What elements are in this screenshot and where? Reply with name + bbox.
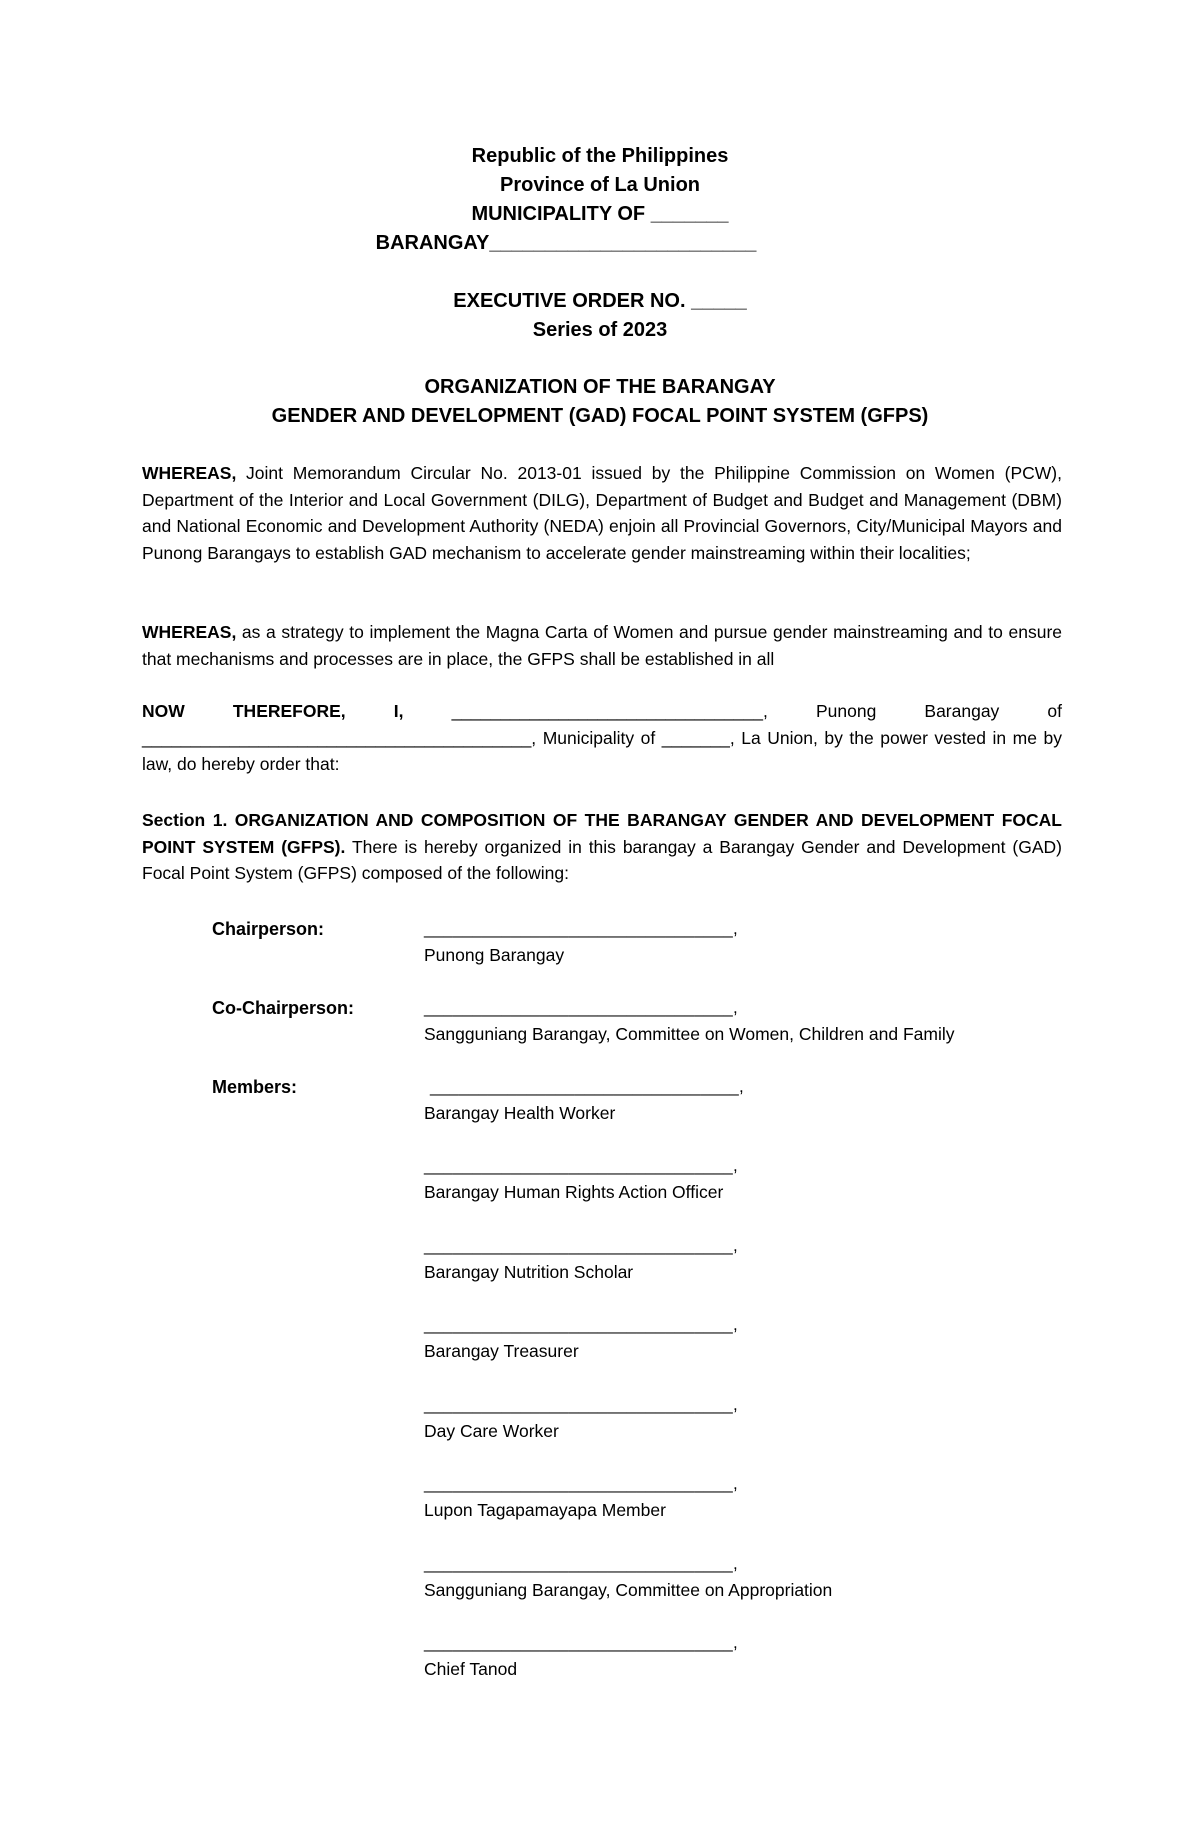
now-therefore-clause — [142, 698, 1062, 778]
now-therefore-text: ________________________________, Punong Barangay of ________________________________________, Municipality of _______, La Union, by the power vested in me by law, do hereby order that: — [142, 701, 1062, 774]
member-role: Barangay Human Rights Action Officer — [424, 1182, 724, 1202]
member-role: Day Care Worker — [424, 1421, 559, 1441]
member-role: Lupon Tagapamayapa Member — [424, 1500, 666, 1520]
member-role: Barangay Health Worker — [424, 1103, 616, 1123]
whereas-clause-1 — [142, 460, 1062, 566]
member-signature-blank: ________________________________, — [424, 1315, 738, 1334]
whereas-clause-2 — [142, 619, 1062, 672]
members-label: Members: — [212, 1077, 298, 1097]
member-signature-blank: ________________________________, — [424, 1236, 738, 1255]
chairperson-signature-blank: ________________________________, — [424, 919, 738, 938]
republic-heading: Republic of the Philippines — [471, 145, 729, 167]
municipality-heading: MUNICIPALITY OF _______ — [471, 203, 729, 225]
whereas-1-text: Joint Memorandum Circular No. 2013-01 issued by the Philippine Commission on Women (PCW), Department of the Interior and Local Government (DILG), Department of Budget and Budget and Management (DBM) and National Economic and Development Authority (NEDA) enjoin all Provincial Governors, City/Municipal Mayors and Punong Barangays to establish GAD mechanism to accelerate gender mainstreaming within their localities; — [142, 463, 1062, 563]
member-signature-blank: ________________________________, — [424, 1633, 738, 1652]
section-1-text: There is hereby organized in this barangay a Barangay Gender and Development (GAD) Focal Point System (GFPS) composed of the following: — [142, 836, 1062, 883]
whereas-2-text: as a strategy to implement the Magna Carta of Women and pursue gender mainstreaming and to ensure that mechanisms and processes are in place, the GFPS shall be established in all — [142, 622, 1062, 669]
section-1-heading: Section 1. ORGANIZATION AND COMPOSITION OF THE BARANGAY GENDER AND DEVELOPMENT FOCAL POINT SYSTEM (GFPS). — [142, 810, 1062, 857]
section-1 — [142, 807, 1062, 887]
province-heading: Province of La Union — [499, 174, 701, 196]
whereas-1-lead: WHEREAS, — [142, 463, 237, 483]
member-role: Barangay Nutrition Scholar — [424, 1262, 634, 1282]
member-role: Chief Tanod — [424, 1659, 518, 1679]
member-signature-blank: ________________________________, — [424, 1156, 738, 1175]
chairperson-role: Punong Barangay — [424, 945, 565, 965]
co-chairperson-signature-blank: ________________________________, — [424, 998, 738, 1017]
now-therefore-lead: NOW THEREFORE, I, — [142, 701, 404, 721]
co-chairperson-role: Sangguniang Barangay, Committee on Women, Children and Family — [424, 1024, 955, 1044]
member-signature-blank: ________________________________, — [424, 1395, 738, 1414]
member-signature-blank: ________________________________, — [424, 1554, 738, 1573]
whereas-2-lead: WHEREAS, — [142, 622, 237, 642]
barangay-heading: BARANGAY________________________ — [375, 232, 757, 254]
member-signature-blank: ________________________________, — [424, 1474, 738, 1493]
series-year: Series of 2023 — [532, 319, 668, 341]
co-chairperson-label: Co-Chairperson: — [212, 998, 355, 1018]
member-role: Barangay Treasurer — [424, 1341, 579, 1361]
document-title-line1: ORGANIZATION OF THE BARANGAY — [424, 376, 776, 398]
chairperson-label: Chairperson: — [212, 919, 325, 939]
document-title-line2: GENDER AND DEVELOPMENT (GAD) FOCAL POINT SYSTEM (GFPS) — [271, 405, 929, 427]
executive-order-number: EXECUTIVE ORDER NO. _____ — [453, 290, 747, 312]
member-role: Sangguniang Barangay, Committee on Appropriation — [424, 1580, 833, 1600]
member-signature-blank: ________________________________, — [430, 1077, 744, 1096]
